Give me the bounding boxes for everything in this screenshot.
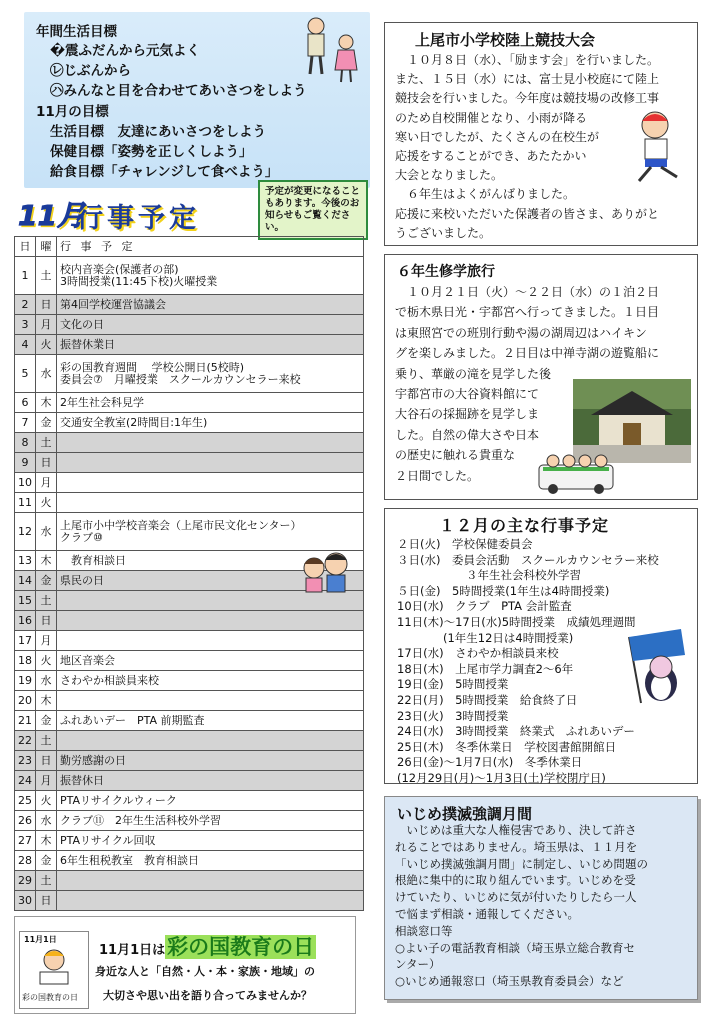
day-cell: 27 — [15, 831, 36, 851]
table-row — [15, 711, 364, 731]
day-cell: 9 — [15, 453, 36, 473]
sports-title: 上尾市小学校陸上競技大会 — [415, 31, 596, 49]
event-cell: 彩の国教育週間 学校公開日(5校時) 委員会⑦ 月曜授業 スクールカウンセラー来校 — [57, 355, 364, 393]
december-title: １２月の主な行事予定 — [439, 516, 610, 535]
weekday-cell: 日 — [36, 611, 57, 631]
day-cell: 24 — [15, 771, 36, 791]
table-row — [15, 851, 364, 871]
trip-title: ６年生修学旅行 — [397, 264, 495, 280]
event-cell: 勤労感謝の日 — [57, 751, 364, 771]
ijime-line: れることではありません。埼玉県は、１１月を — [395, 839, 638, 854]
day-cell: 25 — [15, 791, 36, 811]
event-cell: 第4回学校運営協議会 — [57, 295, 364, 315]
event-cell — [57, 473, 364, 493]
dec-line: 22日(月) 5時間授業 給食終了日 — [397, 693, 578, 707]
event-cell — [57, 611, 364, 631]
trip-line: の歴史に触れる貴重な — [395, 448, 516, 463]
day-cell: 11 — [15, 493, 36, 513]
weekday-cell: 水 — [36, 513, 57, 551]
day-cell: 23 — [15, 751, 36, 771]
dec-line: 18日(木) 上尾市学力調査2～6年 — [397, 661, 574, 676]
logo-caption: 彩の国教育の日 — [22, 993, 78, 1002]
ijime-title: いじめ撲滅強調月間 — [397, 805, 533, 823]
dec-line: 25日(木) 冬季休業日 学校図書館開館日 — [397, 739, 617, 754]
weekday-cell: 火 — [36, 651, 57, 671]
day-cell: 12 — [15, 513, 36, 551]
table-row — [15, 413, 364, 433]
schedule-change-notice: 予定が変更になることもあります。今後のお知らせもご覧ください。 — [258, 180, 368, 240]
year-goal-1: �震ふだんから元気よく — [50, 43, 201, 59]
children-illustration — [300, 548, 352, 594]
sports-line: １０月８日（水）、「励ます会」を行いました。 — [395, 53, 660, 67]
header-weekday: 曜 — [36, 237, 57, 257]
dec-line: (12月29日(月)～1月3日(土)学校閉庁日) — [397, 771, 606, 785]
dec-line: ２日(火) 学校保健委員会 — [397, 537, 533, 551]
weekday-cell: 土 — [36, 591, 57, 611]
sports-line: のため自校開催となり、小雨が降る — [395, 110, 588, 125]
day-cell: 5 — [15, 355, 36, 393]
day-cell: 28 — [15, 851, 36, 871]
weekday-cell: 土 — [36, 871, 57, 891]
dec-line: ３年生社会科校外学習 — [397, 568, 581, 583]
trip-line: グを楽しみました。２日目は中禅寺湖の遊覧船に — [395, 346, 660, 361]
banner-headline — [99, 931, 316, 961]
sports-line: 大会となりました。 — [395, 168, 504, 183]
events-title-text: 行事予定 — [76, 203, 200, 234]
table-row — [15, 891, 364, 911]
event-cell: 文化の日 — [57, 315, 364, 335]
weekday-cell: 金 — [36, 571, 57, 591]
lunch-goal: 給食目標「チャレンジして食べよう」 — [50, 164, 279, 180]
table-row — [15, 315, 364, 335]
weekday-cell: 日 — [36, 751, 57, 771]
table-row — [15, 691, 364, 711]
weekday-cell: 金 — [36, 413, 57, 433]
day-cell: 22 — [15, 731, 36, 751]
events-title — [18, 194, 258, 234]
day-cell: 7 — [15, 413, 36, 433]
day-cell: 4 — [15, 335, 36, 355]
event-cell: 校内音楽会(保護者の部) 3時間授業(11:45下校)火曜授業 — [57, 257, 364, 295]
anti-bullying-article — [384, 796, 698, 1000]
day-cell: 10 — [15, 473, 36, 493]
reading-child-icon — [34, 946, 74, 986]
banner-headline-pre: 11月1日は — [99, 943, 166, 958]
ijime-line: いじめは重大な人権侵害であり、決して許さ — [395, 823, 637, 837]
weekday-cell: 木 — [36, 831, 57, 851]
education-day-logo — [19, 931, 89, 1009]
penguin-flag-illustration — [621, 627, 691, 705]
event-cell: ふれあいデー PTA 前期監査 — [57, 711, 364, 731]
banner-line-2: 身近な人と「自然・人・本・家族・地域」の — [95, 965, 315, 978]
header-day: 日 — [15, 237, 36, 257]
event-cell — [57, 453, 364, 473]
year-goal-2: ㋹じぶんから — [50, 63, 131, 79]
table-row — [15, 651, 364, 671]
trip-line: した。自然の偉大さや日本 — [395, 427, 540, 442]
day-cell: 26 — [15, 811, 36, 831]
day-cell: 19 — [15, 671, 36, 691]
ijime-line: ンター） — [395, 957, 441, 972]
sports-line: ６年生はよくがんばりました。 — [395, 187, 576, 202]
table-row — [15, 811, 364, 831]
weekday-cell: 土 — [36, 433, 57, 453]
table-row — [15, 671, 364, 691]
school-trip-article — [384, 254, 698, 500]
day-cell: 21 — [15, 711, 36, 731]
weekday-cell: 木 — [36, 691, 57, 711]
day-cell: 18 — [15, 651, 36, 671]
day-cell: 8 — [15, 433, 36, 453]
trip-line: は東照宮での班別行動や湯の湖周辺はハイキン — [395, 325, 647, 340]
trip-line: ２日間でした。 — [395, 468, 480, 483]
day-cell: 17 — [15, 631, 36, 651]
ijime-line: 相談窓口等 — [395, 923, 453, 938]
table-row — [15, 295, 364, 315]
sports-line: 競技会を行いました。今年度は競技場の改修工事 — [395, 91, 660, 106]
weekday-cell: 月 — [36, 315, 57, 335]
sports-line: また、１５日（水）には、富士見小校庭にて陸上 — [395, 72, 660, 87]
event-cell: PTAリサイクル回収 — [57, 831, 364, 851]
year-goal-3: ㋩みんなと目を合わせてあいさつをしよう — [50, 83, 307, 99]
event-cell — [57, 631, 364, 651]
dec-line: 19日(金) 5時間授業 — [397, 677, 509, 692]
table-row — [15, 831, 364, 851]
dec-line: ３日(水) 委員会活動 スクールカウンセラー来校 — [397, 552, 659, 567]
weekday-cell: 木 — [36, 551, 57, 571]
day-cell: 20 — [15, 691, 36, 711]
day-cell: 30 — [15, 891, 36, 911]
day-cell: 13 — [15, 551, 36, 571]
event-cell: さわやか相談員来校 — [57, 671, 364, 691]
life-goal: 生活目標 友達にあいさつをしよう — [50, 124, 266, 140]
weekday-cell: 金 — [36, 711, 57, 731]
logo-date: 11月1日 — [24, 935, 57, 944]
trip-line: １０月２１日（火）～２２日（水）の１泊２日 — [395, 285, 660, 299]
event-cell: 交通安全教室(2時間目:1年生) — [57, 413, 364, 433]
weekday-cell: 月 — [36, 771, 57, 791]
ijime-line: ○よい子の電話教育相談（埼玉県立総合教育セ — [395, 940, 636, 955]
weekday-cell: 火 — [36, 335, 57, 355]
event-cell: 教育相談日 — [57, 551, 364, 571]
event-cell: クラブ⑪ 2年生生活科校外学習 — [57, 811, 364, 831]
weekday-cell: 土 — [36, 731, 57, 751]
weekday-cell: 水 — [36, 811, 57, 831]
event-cell: 上尾市小中学校音楽会（上尾市民文化センター） クラブ⑩ — [57, 513, 364, 551]
year-goals-heading: 年間生活目標 — [36, 24, 117, 40]
header-event: 行 事 予 定 — [57, 237, 364, 257]
table-row — [15, 335, 364, 355]
goals-box — [24, 12, 370, 188]
table-row — [15, 493, 364, 513]
event-cell — [57, 493, 364, 513]
dec-line: 26日(金)～1月7日(水) 冬季休業日 — [397, 755, 583, 770]
event-cell: 振替休日 — [57, 771, 364, 791]
day-cell: 15 — [15, 591, 36, 611]
table-row — [15, 257, 364, 295]
weekday-cell: 火 — [36, 791, 57, 811]
event-cell — [57, 871, 364, 891]
event-cell — [57, 891, 364, 911]
banner-line-3: 大切さや思い出を語り合ってみませんか？ — [103, 989, 312, 1002]
weekday-cell: 土 — [36, 257, 57, 295]
day-cell: 14 — [15, 571, 36, 591]
day-cell: 16 — [15, 611, 36, 631]
table-row — [15, 631, 364, 651]
dec-line: 17日(水) さわやか相談員来校 — [397, 646, 559, 661]
table-row — [15, 791, 364, 811]
table-row — [15, 393, 364, 413]
children-greeting-illustration — [294, 12, 368, 84]
table-row — [15, 513, 364, 551]
table-row — [15, 731, 364, 751]
dec-line: 10日(水) クラブ PTA 会計監査 — [397, 599, 572, 614]
weekday-cell: 日 — [36, 891, 57, 911]
health-goal: 保健目標「姿勢を正しくしよう」 — [50, 144, 253, 160]
weekday-cell: 月 — [36, 473, 57, 493]
ijime-line: で悩まず相談・通報してください。 — [395, 907, 579, 921]
events-title-month: 11月 — [18, 199, 85, 232]
event-cell — [57, 433, 364, 453]
day-cell: 29 — [15, 871, 36, 891]
weekday-cell: 日 — [36, 453, 57, 473]
december-schedule — [384, 508, 698, 784]
ijime-line: けていたり、いじめに気が付いたりしたら一人 — [395, 890, 637, 905]
trip-line: 大谷石の採掘跡を見学しま — [395, 407, 540, 422]
table-row — [15, 611, 364, 631]
event-cell: PTAリサイクルウィーク — [57, 791, 364, 811]
table-row — [15, 355, 364, 393]
day-cell: 6 — [15, 393, 36, 413]
table-row — [15, 871, 364, 891]
day-cell: 2 — [15, 295, 36, 315]
ijime-line: 根絶に集中的に取り組んでいます。いじめを受 — [395, 873, 636, 888]
day-cell: 3 — [15, 315, 36, 335]
trip-line: で栃木県日光・宇都宮へ行ってきました。１日目 — [395, 305, 660, 320]
weekday-cell: 日 — [36, 295, 57, 315]
weekday-cell: 月 — [36, 631, 57, 651]
bus-illustration — [535, 451, 617, 495]
weekday-cell: 木 — [36, 393, 57, 413]
event-cell: 振替休業日 — [57, 335, 364, 355]
event-cell — [57, 731, 364, 751]
trip-line: 乗り、華厳の滝を見学した後 — [395, 366, 552, 381]
table-header-row — [15, 237, 364, 257]
banner-headline-big: 彩の国教育の日 — [167, 935, 315, 959]
sports-line: 応援をすることができ、あたたかい — [395, 149, 587, 163]
dec-line: 24日(水) 3時間授業 終業式 ふれあいデー — [397, 724, 635, 739]
event-cell: 2年生社会科見学 — [57, 393, 364, 413]
sports-meet-article — [384, 22, 698, 246]
ijime-line: 「いじめ撲滅強調月間」に制定し、いじめ問題の — [395, 856, 648, 871]
event-cell: 地区音楽会 — [57, 651, 364, 671]
dec-line: 11日(木)～17日(水)5時間授業 成績処理週間 — [397, 615, 636, 629]
ijime-line: ○いじめ通報窓口（埼玉県教育委員会）など — [395, 974, 624, 989]
table-row — [15, 751, 364, 771]
sports-line: 寒い日でしたが、たくさんの在校生が — [395, 129, 600, 144]
table-row — [15, 453, 364, 473]
weekday-cell: 金 — [36, 851, 57, 871]
sports-line: 応援に来校いただいた保護者の皆さま、ありがと — [395, 206, 660, 221]
table-row — [15, 433, 364, 453]
weekday-cell: 水 — [36, 671, 57, 691]
event-cell: 県民の日 — [57, 571, 364, 591]
dec-line: 23日(火) 3時間授業 — [397, 708, 509, 723]
weekday-cell: 火 — [36, 493, 57, 513]
event-cell — [57, 691, 364, 711]
sports-line: うございました。 — [395, 225, 492, 240]
dec-line: (1年生12日は4時間授業) — [397, 630, 574, 645]
trip-line: 宇都宮市の大谷資料館にて — [395, 387, 540, 401]
month-goals-heading: 11月の目標 — [36, 104, 109, 120]
day-cell: 1 — [15, 257, 36, 295]
education-day-banner — [14, 916, 356, 1014]
weekday-cell: 水 — [36, 355, 57, 393]
table-row — [15, 473, 364, 493]
running-child-illustration — [629, 107, 695, 189]
table-row — [15, 771, 364, 791]
dec-line: ５日(金) 5時間授業(1年生は4時間授業) — [397, 583, 610, 598]
event-cell: 6年生租税教室 教育相談日 — [57, 851, 364, 871]
